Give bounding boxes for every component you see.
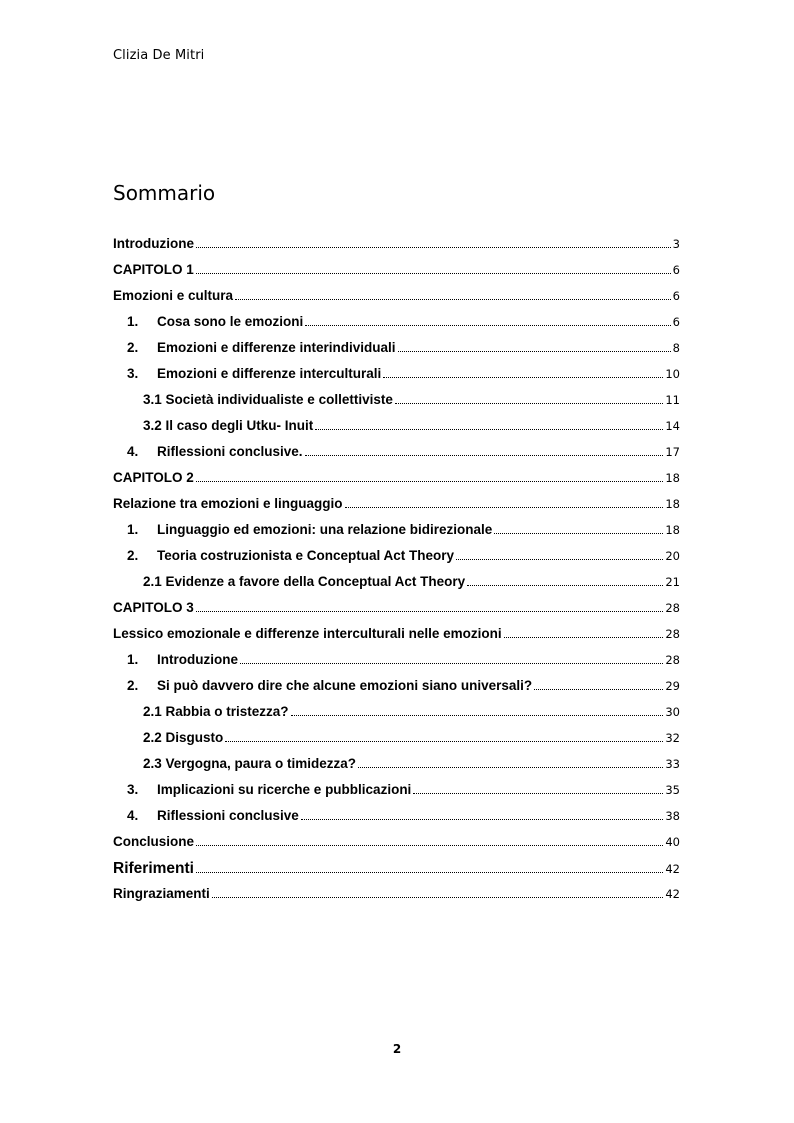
toc-entry-page: 8 [672, 341, 680, 355]
toc-entry-label: 2.2 Disgusto [143, 730, 224, 745]
toc-entry-label: 3.1 Società individualiste e collettiviste [143, 392, 393, 407]
toc-entry-label: Ringraziamenti [113, 886, 210, 901]
toc-entry-societa-individualiste[interactable] [113, 392, 680, 418]
toc-entry-teoria-costruzionista[interactable] [113, 548, 680, 574]
toc-entry-page: 17 [665, 445, 680, 459]
toc-leader [196, 273, 671, 274]
toc-entry-page: 20 [665, 549, 680, 563]
toc-entry-label: Emozioni e differenze interculturali [157, 366, 382, 381]
toc-entry-page: 42 [665, 887, 680, 901]
toc-leader [291, 715, 664, 716]
toc-entry-number: 1. [127, 314, 139, 329]
toc-entry-number: 2. [127, 678, 139, 693]
toc-leader [358, 767, 663, 768]
toc-entry-capitolo-3[interactable] [113, 600, 680, 626]
toc-title: Sommario [113, 181, 216, 205]
toc-entry-label: Si può davvero dire che alcune emozioni siano universali? [157, 678, 533, 693]
toc-entry-label: Riflessioni conclusive. [157, 444, 303, 459]
toc-entry-number: 2. [127, 340, 139, 355]
toc-entry-differenze-interculturali[interactable] [113, 366, 680, 392]
toc-entry-page: 32 [665, 731, 680, 745]
toc-entry-cosa-sono-le-emozioni[interactable] [113, 314, 680, 340]
toc-entry-page: 28 [665, 601, 680, 615]
toc-leader [534, 689, 663, 690]
toc-leader [383, 377, 663, 378]
toc-leader [315, 429, 663, 430]
toc-entry-conclusione[interactable] [113, 834, 680, 860]
toc-entry-page: 38 [665, 809, 680, 823]
header-author: Clizia De Mitri [113, 48, 205, 63]
toc-entry-linguaggio-ed-emozioni[interactable] [113, 522, 680, 548]
toc-entry-evidenze-cat[interactable] [113, 574, 680, 600]
toc-entry-page: 14 [665, 419, 680, 433]
toc-entry-introduzione[interactable] [113, 236, 680, 262]
toc-entry-emozioni-e-cultura[interactable] [113, 288, 680, 314]
toc-entry-label: Cosa sono le emozioni [157, 314, 304, 329]
toc-entry-label: Implicazioni su ricerche e pubblicazioni [157, 782, 412, 797]
toc-entry-page: 35 [665, 783, 680, 797]
toc-leader [305, 455, 664, 456]
toc-leader [494, 533, 663, 534]
table-of-contents [113, 236, 680, 912]
toc-entry-page: 40 [665, 835, 680, 849]
toc-leader [345, 507, 664, 508]
toc-entry-page: 6 [672, 263, 680, 277]
toc-entry-page: 29 [665, 679, 680, 693]
toc-entry-number: 4. [127, 444, 139, 459]
toc-entry-label: Lessico emozionale e differenze interculturali nelle emozioni [113, 626, 502, 641]
toc-leader [467, 585, 663, 586]
toc-leader [240, 663, 663, 664]
toc-leader [235, 299, 671, 300]
toc-leader [196, 611, 664, 612]
toc-entry-page: 30 [665, 705, 680, 719]
toc-entry-label: 2.3 Vergogna, paura o timidezza? [143, 756, 357, 771]
toc-entry-vergogna[interactable] [113, 756, 680, 782]
toc-leader [395, 403, 664, 404]
toc-leader [413, 793, 663, 794]
toc-entry-page: 6 [672, 289, 680, 303]
toc-entry-page: 28 [665, 653, 680, 667]
toc-entry-label: Conclusione [113, 834, 195, 849]
toc-entry-capitolo-1[interactable] [113, 262, 680, 288]
toc-entry-page: 18 [665, 523, 680, 537]
toc-entry-page: 18 [665, 497, 680, 511]
toc-entry-rabbia-tristezza[interactable] [113, 704, 680, 730]
toc-entry-page: 11 [665, 393, 680, 407]
toc-leader [196, 481, 664, 482]
toc-entry-label: Emozioni e cultura [113, 288, 234, 303]
toc-entry-introduzione-cap3[interactable] [113, 652, 680, 678]
toc-entry-label: Relazione tra emozioni e linguaggio [113, 496, 343, 511]
toc-entry-label: CAPITOLO 2 [113, 470, 194, 485]
toc-leader [456, 559, 663, 560]
toc-leader [305, 325, 670, 326]
toc-leader [504, 637, 664, 638]
toc-entry-label: 3.2 Il caso degli Utku- Inuit [143, 418, 314, 433]
toc-entry-page: 42 [665, 862, 680, 876]
toc-entry-riflessioni-conclusive-1[interactable] [113, 444, 680, 470]
toc-leader [196, 247, 671, 248]
toc-entry-label: CAPITOLO 1 [113, 262, 194, 277]
toc-entry-page: 6 [672, 315, 680, 329]
toc-entry-label: Teoria costruzionista e Conceptual Act Theory [157, 548, 455, 563]
toc-entry-capitolo-2[interactable] [113, 470, 680, 496]
toc-entry-utku-inuit[interactable] [113, 418, 680, 444]
toc-entry-relazione-emozioni-linguaggio[interactable] [113, 496, 680, 522]
toc-entry-emozioni-universali[interactable] [113, 678, 680, 704]
toc-entry-page: 28 [665, 627, 680, 641]
toc-entry-ringraziamenti[interactable] [113, 886, 680, 912]
toc-entry-disgusto[interactable] [113, 730, 680, 756]
toc-entry-riferimenti[interactable] [113, 860, 680, 886]
page-number: 2 [392, 1042, 402, 1056]
toc-entry-label: Riferimenti [113, 860, 194, 877]
toc-entry-label: Linguaggio ed emozioni: una relazione bidirezionale [157, 522, 493, 537]
toc-entry-label: Emozioni e differenze interindividuali [157, 340, 396, 355]
toc-leader [212, 897, 664, 898]
toc-entry-label: Riflessioni conclusive [157, 808, 299, 823]
toc-entry-page: 21 [665, 575, 680, 589]
toc-entry-implicazioni[interactable] [113, 782, 680, 808]
toc-entry-number: 4. [127, 808, 139, 823]
toc-entry-number: 3. [127, 782, 139, 797]
toc-entry-number: 1. [127, 652, 139, 667]
toc-entry-number: 3. [127, 366, 139, 381]
toc-leader [301, 819, 664, 820]
toc-leader [196, 845, 663, 846]
toc-entry-number: 2. [127, 548, 139, 563]
toc-entry-label: Introduzione [157, 652, 238, 667]
toc-entry-label: 2.1 Rabbia o tristezza? [143, 704, 289, 719]
toc-entry-number: 1. [127, 522, 139, 537]
toc-entry-differenze-interindividuali[interactable] [113, 340, 680, 366]
toc-entry-page: 10 [665, 367, 680, 381]
toc-entry-label: CAPITOLO 3 [113, 600, 194, 615]
toc-entry-page: 3 [672, 237, 680, 251]
toc-entry-lessico-emozionale[interactable] [113, 626, 680, 652]
toc-entry-label: 2.1 Evidenze a favore della Conceptual Act Theory [143, 574, 466, 589]
toc-leader [196, 872, 663, 873]
toc-entry-page: 18 [665, 471, 680, 485]
toc-entry-page: 33 [665, 757, 680, 771]
toc-leader [225, 741, 663, 742]
toc-leader [398, 351, 671, 352]
toc-entry-label: Introduzione [113, 236, 194, 251]
toc-entry-riflessioni-conclusive-3[interactable] [113, 808, 680, 834]
